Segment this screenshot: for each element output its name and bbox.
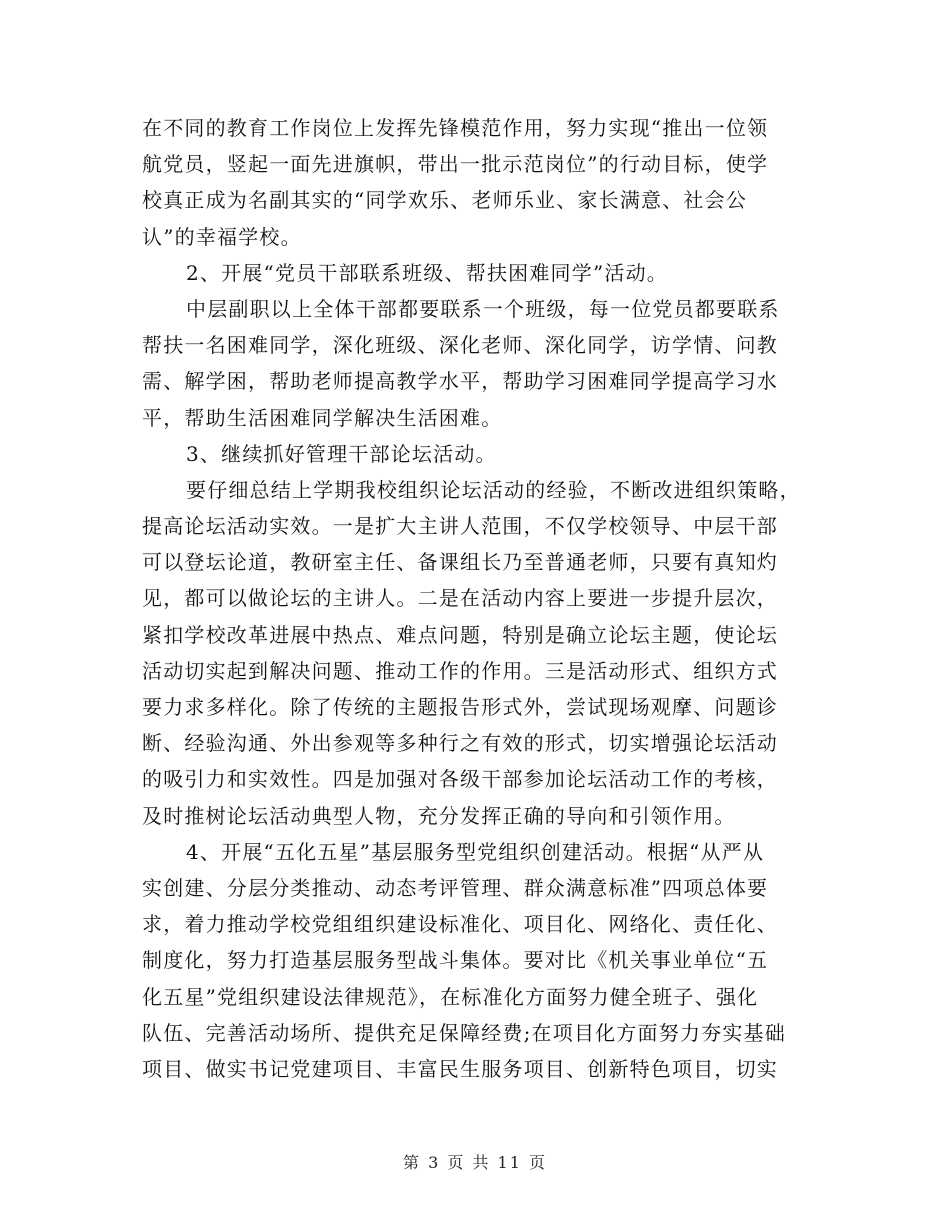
- text-line: 实创建、分层分类推动、动态考评管理、群众满意标准”四项总体要: [142, 875, 769, 900]
- text-line: 断、经验沟通、外出参观等多种行之有效的形式，切实增强论坛活动: [142, 731, 778, 756]
- text-line: 2、开展“党员干部联系班级、帮扶困难同学”活动。: [186, 260, 668, 285]
- text-line: 要仔细总结上学期我校组织论坛活动的经验，不断改进组织策略，: [186, 477, 801, 502]
- text-line: 提高论坛活动实效。一是扩大主讲人范围，不仅学校领导、中层干部: [142, 514, 778, 539]
- text-line: 可以登坛论道，教研室主任、备课组长乃至普通老师，只要有真知灼: [142, 550, 778, 575]
- page-footer: 第 3 页 共 11 页: [403, 1153, 547, 1172]
- text-line: 及时推树论坛活动典型人物，充分发挥正确的导向和引领作用。: [142, 803, 736, 828]
- text-line: 制度化，努力打造基层服务型战斗集体。要对比《机关事业单位“五: [142, 948, 769, 973]
- text-line: 认”的幸福学校。: [142, 224, 302, 249]
- text-line: 4、开展“五化五星”基层服务型党组织创建活动。根据“从严从: [186, 839, 765, 864]
- text-line: 在不同的教育工作岗位上发挥先锋模范作用，努力实现“推出一位领: [142, 116, 769, 140]
- text-line: 项目、做实书记党建项目、丰富民生服务项目、创新特色项目，切实: [142, 1056, 778, 1081]
- text-line: 航党员，竖起一面先进旗帜，带出一批示范岗位”的行动目标，使学: [142, 152, 769, 177]
- text-line: 求，着力推动学校党组组织建设标准化、项目化、网络化、责任化、: [142, 912, 778, 937]
- text-line: 要力求多样化。除了传统的主题报告形式外，尝试现场观摩、问题诊: [142, 695, 778, 719]
- document-body: [142, 110, 810, 1087]
- text-line: 紧扣学校改革进展中热点、难点问题，特别是确立论坛主题，使论坛: [142, 622, 778, 647]
- text-line: 校真正成为名副其实的“同学欢乐、老师乐业、家长满意、社会公: [142, 188, 748, 213]
- text-line: 需、解学困，帮助老师提高教学水平，帮助学习困难同学提高学习水: [142, 369, 778, 394]
- text-line: 3、继续抓好管理干部论坛活动。: [186, 441, 497, 466]
- text-line: 平，帮助生活困难同学解决生活困难。: [142, 405, 503, 430]
- text-line: 的吸引力和实效性。四是加强对各级干部参加论坛活动工作的考核，: [142, 767, 778, 792]
- text-line: 化五星”党组织建设法律规范》，在标准化方面努力健全班子、强化: [142, 984, 759, 1009]
- text-line: 中层副职以上全体干部都要联系一个班级，每一位党员都要联系: [186, 296, 780, 321]
- text-line: 帮扶一名困难同学，深化班级、深化老师、深化同学，访学情、问教: [142, 333, 778, 358]
- text-line: 活动切实起到解决问题、推动工作的作用。三是活动形式、组织方式: [142, 658, 778, 683]
- text-line: 见，都可以做论坛的主讲人。二是在活动内容上要进一步提升层次，: [142, 586, 778, 611]
- text-line: 队伍、完善活动场所、提供充足保障经费;在项目化方面努力夯实基础: [142, 1020, 786, 1045]
